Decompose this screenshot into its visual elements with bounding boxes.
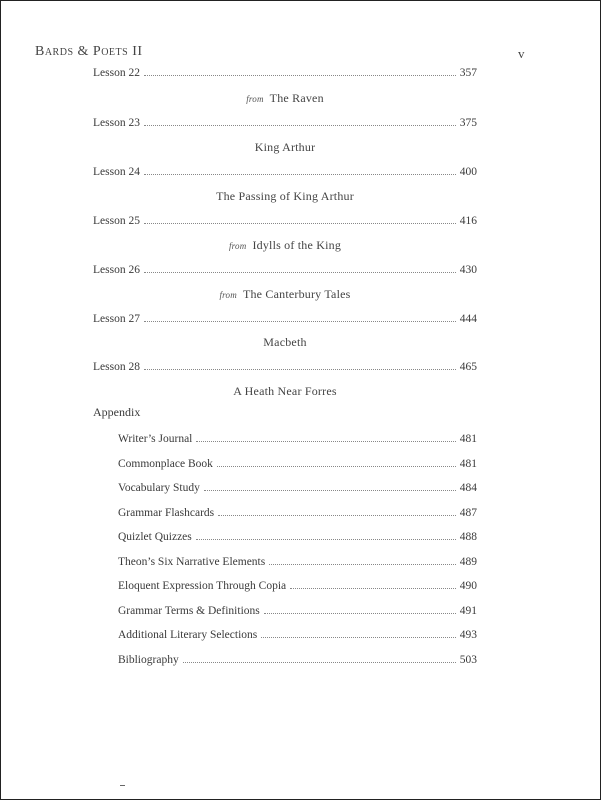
- dot-leader: [196, 538, 456, 540]
- toc-page: 416: [459, 215, 477, 227]
- selection-prefix: from: [219, 290, 237, 300]
- page-number: v: [518, 46, 525, 61]
- toc-row-lesson-24[interactable]: [93, 166, 477, 182]
- toc-row-appendix[interactable]: [118, 629, 477, 645]
- toc-title: Writer’s Journal: [118, 433, 193, 445]
- toc-title: Eloquent Expression Through Copia: [118, 580, 287, 592]
- toc-title: Lesson 23: [93, 117, 140, 129]
- toc-title: Bibliography: [118, 654, 179, 666]
- toc-row-lesson-25[interactable]: [93, 215, 477, 231]
- selection-prefix: from: [228, 241, 247, 251]
- toc-title: Lesson 24: [93, 166, 140, 178]
- toc-title: Lesson 28: [93, 361, 140, 373]
- toc-row-lesson-28[interactable]: [93, 361, 477, 377]
- toc-row-lesson-27[interactable]: [93, 313, 477, 329]
- toc-page: 487: [459, 507, 477, 519]
- toc-row-appendix[interactable]: [118, 482, 477, 498]
- toc-page: 444: [459, 313, 477, 325]
- toc-title: Lesson 22: [93, 67, 140, 79]
- dot-leader: [183, 661, 456, 663]
- selection-title: [93, 335, 477, 350]
- toc-title: Lesson 26: [93, 264, 140, 276]
- toc-page: 465: [459, 361, 477, 373]
- dot-leader: [196, 440, 455, 442]
- selection-name: Macbeth: [263, 335, 307, 349]
- dot-leader: [144, 124, 456, 126]
- toc-title: Grammar Flashcards: [118, 507, 215, 519]
- toc-page: 489: [459, 556, 477, 568]
- dot-leader: [264, 612, 456, 614]
- toc-page: 490: [459, 580, 477, 592]
- toc-page: 357: [459, 67, 477, 79]
- dot-leader: [144, 173, 456, 175]
- selection-title: [93, 238, 477, 253]
- toc-title: Commonplace Book: [118, 458, 213, 470]
- toc-row-appendix[interactable]: [118, 458, 477, 474]
- selection-name: King Arthur: [254, 140, 316, 154]
- toc-title: Theon’s Six Narrative Elements: [118, 556, 266, 568]
- toc-row-appendix[interactable]: [118, 605, 477, 621]
- toc-page: 400: [459, 166, 477, 178]
- selection-title: [93, 140, 477, 155]
- toc-page: 484: [459, 482, 477, 494]
- running-head-title: Bards & Poets II: [35, 44, 143, 59]
- toc-title: Additional Literary Selections: [118, 629, 258, 641]
- toc-title: Lesson 25: [93, 215, 140, 227]
- toc-title: Vocabulary Study: [118, 482, 200, 494]
- dot-leader: [269, 563, 456, 565]
- toc-title: Quizlet Quizzes: [118, 531, 192, 543]
- dot-leader: [217, 465, 456, 467]
- toc-row-lesson-23[interactable]: [93, 117, 477, 133]
- toc-row-appendix[interactable]: [118, 433, 477, 449]
- selection-name: A Heath Near Forres: [233, 384, 337, 398]
- toc-row-appendix[interactable]: [118, 507, 477, 523]
- selection-prefix: from: [246, 94, 264, 104]
- selection-name: Idylls of the King: [252, 238, 342, 252]
- dot-leader: [218, 514, 456, 516]
- dot-leader: [144, 368, 456, 370]
- selection-title: [93, 384, 477, 399]
- toc-row-appendix[interactable]: [118, 654, 477, 670]
- toc-row-appendix[interactable]: [118, 556, 477, 572]
- dot-leader: [144, 74, 456, 76]
- dot-leader: [144, 271, 456, 273]
- toc-page: 488: [459, 531, 477, 543]
- footer-mark: [120, 785, 125, 786]
- dot-leader: [261, 636, 456, 638]
- selection-title: [93, 287, 477, 302]
- dot-leader: [290, 587, 456, 589]
- toc-row-appendix[interactable]: [118, 580, 477, 596]
- toc-page: 375: [459, 117, 477, 129]
- appendix-heading: Appendix: [93, 405, 141, 419]
- toc-page: 503: [459, 654, 477, 666]
- selection-name: The Raven: [269, 91, 324, 105]
- toc-page: 491: [459, 605, 477, 617]
- toc-page: 481: [459, 433, 477, 445]
- selection-title: [93, 91, 477, 106]
- dot-leader: [144, 222, 456, 224]
- toc-page: 430: [459, 264, 477, 276]
- toc-page: 493: [459, 629, 477, 641]
- toc-row-lesson-22[interactable]: [93, 67, 477, 83]
- selection-name: The Passing of King Arthur: [216, 189, 354, 203]
- toc-row-lesson-26[interactable]: [93, 264, 477, 280]
- dot-leader: [204, 489, 456, 491]
- toc-title: Lesson 27: [93, 313, 140, 325]
- toc-row-appendix[interactable]: [118, 531, 477, 547]
- toc-page: 481: [459, 458, 477, 470]
- selection-title: [93, 189, 477, 204]
- selection-name: The Canterbury Tales: [242, 287, 351, 301]
- toc-title: Grammar Terms & Definitions: [118, 605, 260, 617]
- dot-leader: [144, 320, 456, 322]
